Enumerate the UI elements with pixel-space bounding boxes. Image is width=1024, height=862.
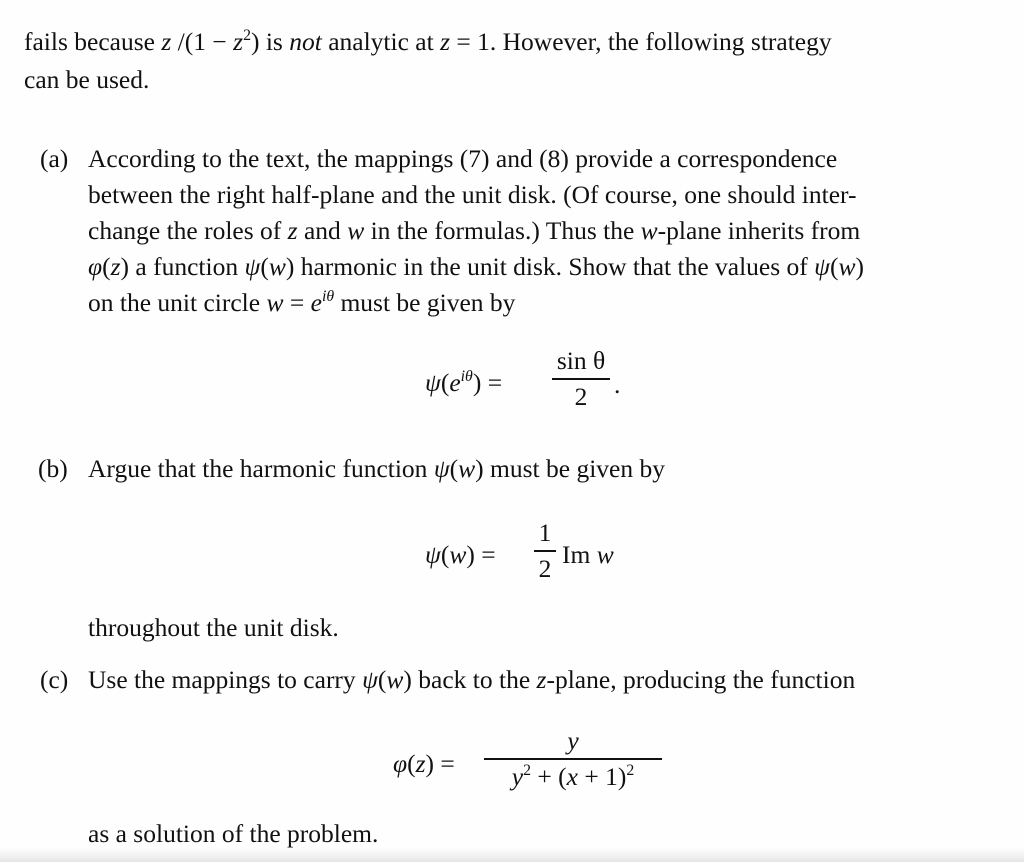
- eq-b-numerator: 1: [538, 518, 552, 547]
- eq-a-numerator: sin θ: [556, 346, 606, 375]
- eq-a-lhs: $\psi(e^{i\theta})$ =: [425, 368, 503, 397]
- intro-text-a: fails because: [24, 27, 162, 56]
- part-a-line-4: φ(z) a function ψ(w) harmonic in the unit disk. Show that the values of ψ(w): [88, 252, 865, 281]
- eq-b-fraction: [534, 518, 556, 584]
- fraction-bar: [552, 378, 610, 380]
- part-c-line: Use the mappings to carry ψ(w) back to the z-plane, producing the function: [88, 665, 856, 694]
- part-c-label: (c): [40, 665, 69, 694]
- part-a-line-5: on the unit circle $w = e^{i\theta}$ must be given by: [88, 288, 516, 317]
- intro-line-2: can be used.: [24, 65, 150, 94]
- part-a-line-2: between the right half-plane and the unit disk. (Of course, one should inter-: [88, 180, 857, 209]
- eq-c-denominator: $y^2 + (x + 1)^2$: [511, 761, 635, 791]
- fraction-bar: [484, 758, 662, 760]
- eq-b-denominator: 2: [538, 553, 552, 583]
- intro-line-1: fails because z $/(1 - z^2)$ is not analytic at z = 1. However, the following strategy: [24, 27, 832, 56]
- part-b-label: (b): [38, 454, 68, 483]
- eq-c-fraction: [484, 726, 662, 792]
- eq-a-trailing: .: [614, 370, 621, 399]
- eq-b-lhs: ψ(w) =: [425, 540, 496, 569]
- part-b-after: throughout the unit disk.: [88, 613, 339, 642]
- part-c-after: as a solution of the problem.: [88, 819, 379, 848]
- eq-c-numerator: y: [567, 726, 579, 755]
- part-a-line-3: change the roles of z and w in the formulas.) Thus the w-plane inherits from: [88, 216, 861, 245]
- part-b-line: Argue that the harmonic function ψ(w) must be given by: [88, 454, 665, 483]
- part-a-label: (a): [40, 144, 69, 173]
- eq-a-fraction: [552, 346, 610, 412]
- fraction-bar: [534, 550, 556, 552]
- eq-c-lhs: φ(z) =: [393, 749, 455, 778]
- page-bottom-shadow: [0, 848, 1024, 862]
- eq-a-denominator: 2: [574, 381, 588, 411]
- part-a-line-1: According to the text, the mappings (7) and (8) provide a correspondence: [88, 144, 838, 173]
- eq-b-rhs: Im w: [562, 540, 614, 569]
